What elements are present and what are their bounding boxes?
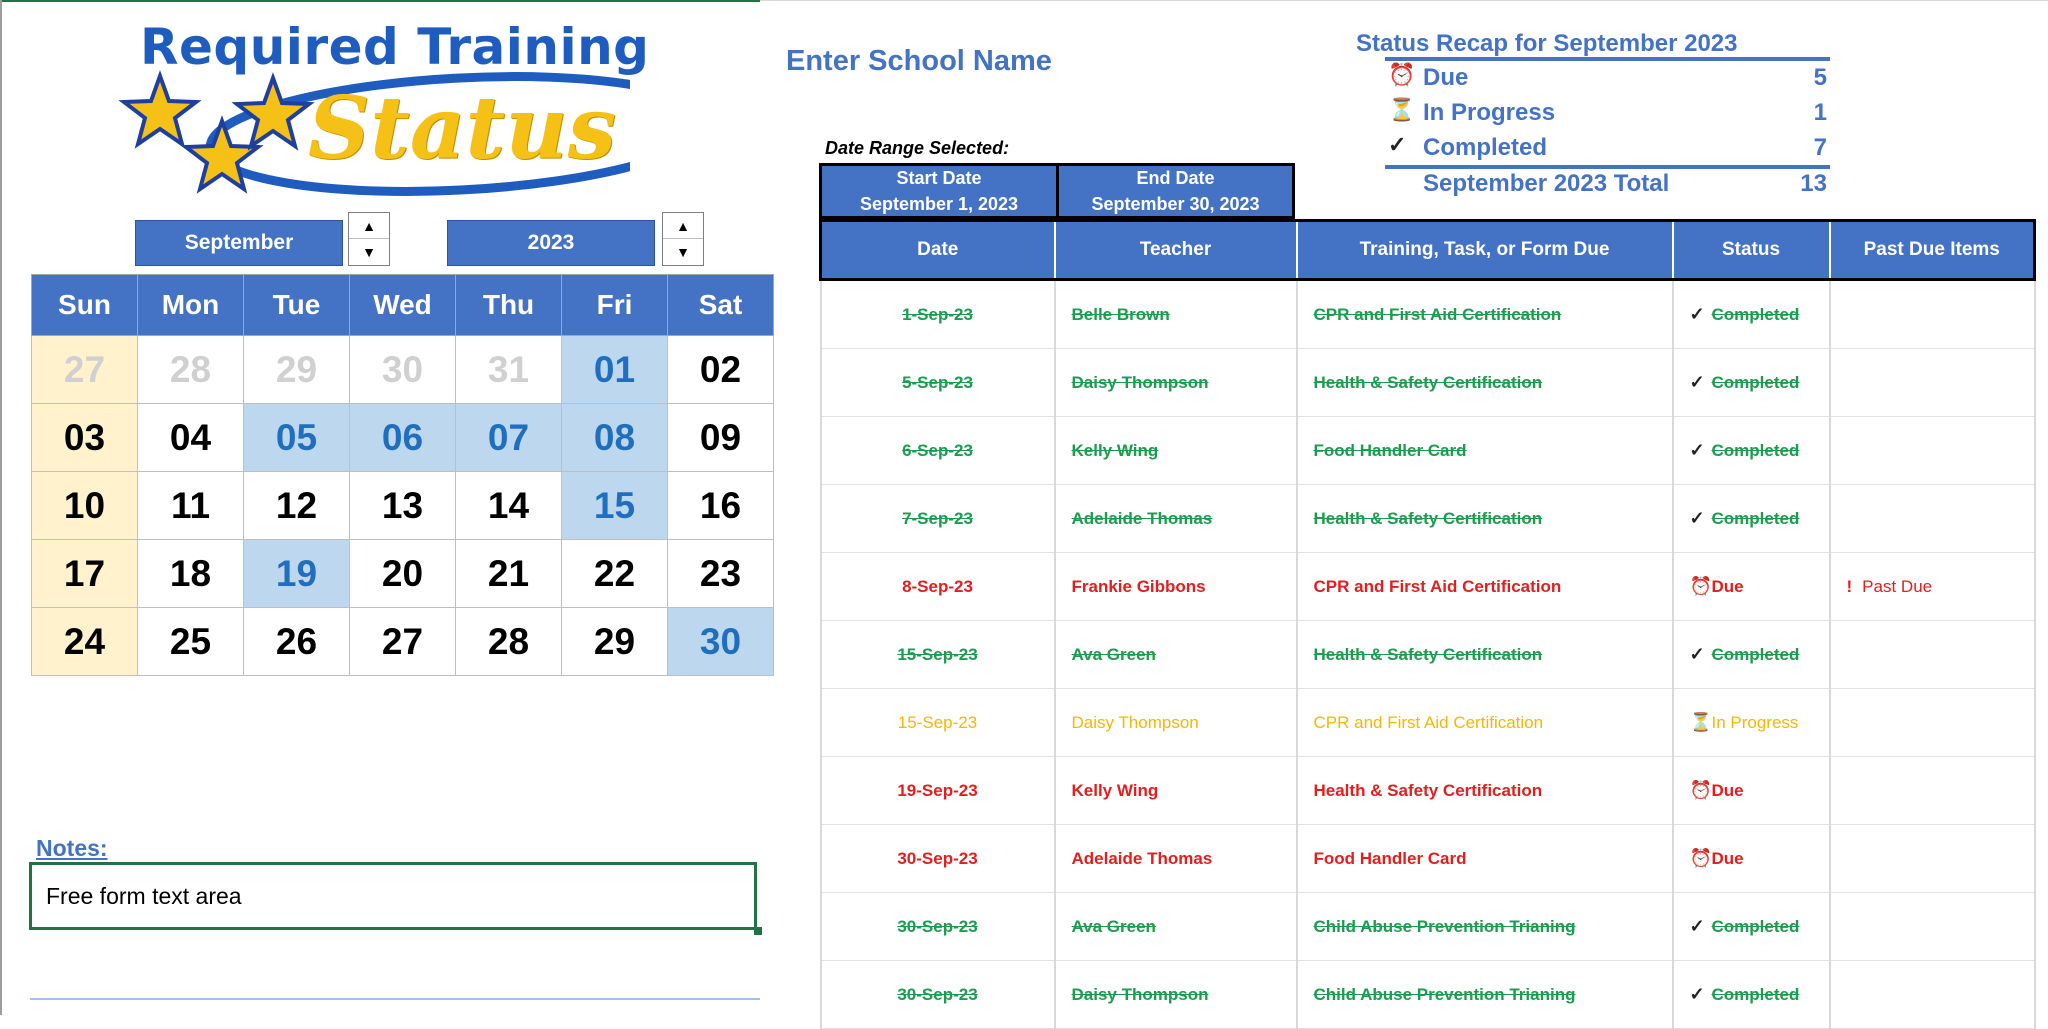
status-text: Completed xyxy=(1711,917,1800,936)
end-date-value: September 30, 2023 xyxy=(1091,194,1260,214)
status-cell[interactable] xyxy=(1673,553,1830,621)
column-header-teacher[interactable]: Teacher xyxy=(1055,221,1297,280)
calendar-week xyxy=(32,608,774,676)
calendar-day[interactable]: 05 xyxy=(244,404,350,472)
chevron-up-icon[interactable]: ▲ xyxy=(663,213,703,239)
start-date-value: September 1, 2023 xyxy=(859,194,1019,214)
calendar-day[interactable]: 22 xyxy=(562,540,668,608)
date-cell[interactable]: 30-Sep-23 xyxy=(821,893,1055,961)
task-cell[interactable]: Child Abuse Prevention Trianing xyxy=(1297,893,1673,961)
checkmark-icon: ✓ xyxy=(1689,984,1705,1004)
status-text: Completed xyxy=(1711,985,1800,1004)
past-due-cell[interactable] xyxy=(1830,961,2035,1029)
recap-row-total xyxy=(1385,168,1827,202)
checkmark-icon: ✓ xyxy=(1689,304,1705,324)
date-range-label: Date Range Selected: xyxy=(825,138,1010,158)
date-cell[interactable]: 30-Sep-23 xyxy=(821,961,1055,1029)
weekday-header: Fri xyxy=(562,275,668,336)
teacher-cell[interactable]: Kelly Wing xyxy=(1055,757,1297,825)
teacher-cell[interactable]: Adelaide Thomas xyxy=(1055,825,1297,893)
date-cell[interactable]: 1-Sep-23 xyxy=(821,280,1055,349)
calendar-day[interactable]: 18 xyxy=(138,540,244,608)
past-due-cell[interactable] xyxy=(1830,621,2035,689)
calendar-header-row xyxy=(32,275,774,336)
chevron-down-icon[interactable]: ▼ xyxy=(362,243,376,260)
task-cell[interactable]: Health & Safety Certification xyxy=(1297,757,1673,825)
calendar-day[interactable]: 12 xyxy=(244,472,350,540)
calendar-day[interactable]: 27 xyxy=(350,608,456,676)
date-range-box xyxy=(819,163,1295,219)
calendar-day[interactable]: 10 xyxy=(32,472,138,540)
weekday-header: Thu xyxy=(456,275,562,336)
task-cell[interactable]: Child Abuse Prevention Trianing xyxy=(1297,961,1673,1029)
checkmark-icon: ✓ xyxy=(1388,132,1407,157)
sheet-left-edge xyxy=(0,0,2,1015)
calendar-day[interactable]: 07 xyxy=(456,404,562,472)
table-row xyxy=(821,961,2035,1029)
status-cell[interactable] xyxy=(1673,621,1830,689)
calendar-day[interactable]: 01 xyxy=(562,336,668,404)
checkmark-icon: ✓ xyxy=(1689,644,1705,664)
calendar-day[interactable]: 28 xyxy=(138,336,244,404)
recap-label: Completed xyxy=(1423,134,1548,161)
calendar-day[interactable]: 25 xyxy=(138,608,244,676)
calendar-day[interactable]: 08 xyxy=(562,404,668,472)
table-row xyxy=(821,417,2035,485)
chevron-down-icon[interactable]: ▼ xyxy=(676,243,690,260)
calendar-day[interactable]: 23 xyxy=(668,540,774,608)
status-cell[interactable] xyxy=(1673,689,1830,757)
end-date-label: End Date xyxy=(1136,168,1215,188)
date-cell[interactable]: 15-Sep-23 xyxy=(821,621,1055,689)
date-cell[interactable]: 19-Sep-23 xyxy=(821,757,1055,825)
status-text: Due xyxy=(1711,849,1744,868)
weekday-header: Tue xyxy=(244,275,350,336)
past-due-cell[interactable] xyxy=(1830,757,2035,825)
calendar-day[interactable]: 19 xyxy=(244,540,350,608)
school-name[interactable]: Enter School Name xyxy=(786,45,1052,77)
calendar-day[interactable]: 09 xyxy=(668,404,774,472)
hourglass-icon: ⏳ xyxy=(1388,97,1416,122)
end-date-cell xyxy=(1059,166,1292,216)
month-selector[interactable]: September xyxy=(135,220,343,266)
notes-bottom-rule xyxy=(30,998,760,1000)
calendar-day[interactable]: 17 xyxy=(32,540,138,608)
weekday-header: Sun xyxy=(32,275,138,336)
exclamation-icon: ! xyxy=(1846,576,1853,596)
calendar-day[interactable]: 24 xyxy=(32,608,138,676)
status-cell[interactable] xyxy=(1673,757,1830,825)
calendar-day[interactable]: 29 xyxy=(562,608,668,676)
alarm-clock-icon: ⏰ xyxy=(1689,780,1712,800)
past-due-cell[interactable] xyxy=(1830,825,2035,893)
calendar-day[interactable]: 26 xyxy=(244,608,350,676)
past-due-cell[interactable] xyxy=(1830,417,2035,485)
month-spinner[interactable] xyxy=(348,212,390,266)
calendar-day[interactable]: 16 xyxy=(668,472,774,540)
calendar-week xyxy=(32,336,774,404)
calendar-day[interactable]: 21 xyxy=(456,540,562,608)
status-cell[interactable] xyxy=(1673,417,1830,485)
column-header-past-due[interactable]: Past Due Items xyxy=(1830,221,2035,280)
notes-field[interactable] xyxy=(29,862,757,930)
recap-label: Due xyxy=(1423,64,1469,91)
recap-value: 7 xyxy=(1813,134,1827,161)
task-cell[interactable]: Health & Safety Certification xyxy=(1297,485,1673,553)
task-cell[interactable]: Food Handler Card xyxy=(1297,417,1673,485)
weekday-header: Mon xyxy=(138,275,244,336)
task-cell[interactable]: CPR and First Aid Certification xyxy=(1297,280,1673,349)
start-date-cell xyxy=(822,166,1059,216)
notes-text: Free form text area xyxy=(46,882,242,909)
calendar xyxy=(31,274,774,676)
calendar-day[interactable]: 29 xyxy=(244,336,350,404)
star-icon xyxy=(124,76,309,189)
recap-row-due xyxy=(1385,62,1827,96)
status-cell[interactable] xyxy=(1673,825,1830,893)
date-cell[interactable]: 5-Sep-23 xyxy=(821,349,1055,417)
teacher-cell[interactable]: Daisy Thompson xyxy=(1055,349,1297,417)
recap-title: Status Recap for September 2023 xyxy=(1356,30,1738,57)
table-row xyxy=(821,553,2035,621)
calendar-day[interactable]: 04 xyxy=(138,404,244,472)
status-cell[interactable] xyxy=(1673,485,1830,553)
calendar-day[interactable]: 02 xyxy=(668,336,774,404)
teacher-cell[interactable]: Belle Brown xyxy=(1055,280,1297,349)
past-due-cell[interactable] xyxy=(1830,280,2035,349)
teacher-cell[interactable]: Daisy Thompson xyxy=(1055,689,1297,757)
alarm-clock-icon: ⏰ xyxy=(1689,848,1712,868)
table-row xyxy=(821,349,2035,417)
status-text: In Progress xyxy=(1711,713,1799,732)
task-cell[interactable]: CPR and First Aid Certification xyxy=(1297,553,1673,621)
status-cell[interactable] xyxy=(1673,349,1830,417)
notes-label: Notes: xyxy=(36,835,108,861)
column-header-status[interactable]: Status xyxy=(1673,221,1830,280)
calendar-day[interactable]: 20 xyxy=(350,540,456,608)
weekday-header: Sat xyxy=(668,275,774,336)
status-cell[interactable] xyxy=(1673,961,1830,1029)
table-row xyxy=(821,621,2035,689)
recap-row-completed xyxy=(1385,132,1827,166)
calendar-day[interactable]: 14 xyxy=(456,472,562,540)
status-text: Due xyxy=(1711,781,1744,800)
recap-label: In Progress xyxy=(1423,99,1556,126)
task-cell[interactable]: Food Handler Card xyxy=(1297,825,1673,893)
alarm-clock-icon: ⏰ xyxy=(1388,62,1416,87)
logo-script: Status xyxy=(308,78,617,179)
teacher-cell[interactable]: Adelaide Thomas xyxy=(1055,485,1297,553)
past-due-text: Past Due xyxy=(1862,576,1933,596)
status-text: Due xyxy=(1711,577,1744,596)
start-date-label: Start Date xyxy=(896,168,982,188)
table-row xyxy=(821,485,2035,553)
past-due-cell[interactable] xyxy=(1830,893,2035,961)
teacher-cell[interactable]: Ava Green xyxy=(1055,621,1297,689)
task-cell[interactable]: Health & Safety Certification xyxy=(1297,349,1673,417)
status-text: Completed xyxy=(1711,305,1800,324)
sheet-top-border xyxy=(0,0,760,2)
date-cell[interactable]: 15-Sep-23 xyxy=(821,689,1055,757)
hourglass-icon: ⏳ xyxy=(1689,712,1712,732)
calendar-day[interactable]: 03 xyxy=(32,404,138,472)
status-text: Completed xyxy=(1711,373,1800,392)
checkmark-icon: ✓ xyxy=(1689,916,1705,936)
weekday-header: Wed xyxy=(350,275,456,336)
status-cell[interactable] xyxy=(1673,280,1830,349)
chevron-up-icon[interactable]: ▲ xyxy=(349,213,389,239)
recap-value: 1 xyxy=(1813,99,1827,126)
table-row xyxy=(821,757,2035,825)
table-header-row xyxy=(821,221,2035,280)
status-cell[interactable] xyxy=(1673,893,1830,961)
date-cell[interactable]: 7-Sep-23 xyxy=(821,485,1055,553)
teacher-cell[interactable]: Frankie Gibbons xyxy=(1055,553,1297,621)
task-cell[interactable]: Health & Safety Certification xyxy=(1297,621,1673,689)
checkmark-icon: ✓ xyxy=(1689,372,1705,392)
calendar-day[interactable]: 15 xyxy=(562,472,668,540)
year-spinner[interactable] xyxy=(662,212,704,266)
table-row xyxy=(821,893,2035,961)
recap-total-value: 13 xyxy=(1800,170,1827,197)
checkmark-icon: ✓ xyxy=(1689,440,1705,460)
past-due-cell[interactable] xyxy=(1830,553,2035,621)
training-table xyxy=(819,219,2036,1029)
year-selector[interactable]: 2023 xyxy=(447,220,655,266)
checkmark-icon: ✓ xyxy=(1689,508,1705,528)
date-cell[interactable]: 6-Sep-23 xyxy=(821,417,1055,485)
past-due-cell[interactable] xyxy=(1830,349,2035,417)
calendar-week xyxy=(32,472,774,540)
column-header-date[interactable]: Date xyxy=(821,221,1055,280)
alarm-clock-icon: ⏰ xyxy=(1689,576,1712,596)
recap-total-label: September 2023 Total xyxy=(1423,170,1670,197)
calendar-day[interactable]: 06 xyxy=(350,404,456,472)
table-row xyxy=(821,689,2035,757)
status-text: Completed xyxy=(1711,645,1800,664)
date-cell[interactable]: 30-Sep-23 xyxy=(821,825,1055,893)
teacher-cell[interactable]: Daisy Thompson xyxy=(1055,961,1297,1029)
logo-title: Required Training xyxy=(140,18,650,76)
status-text: Completed xyxy=(1711,509,1800,528)
calendar-day[interactable]: 30 xyxy=(668,608,774,676)
calendar-day[interactable]: 30 xyxy=(350,336,456,404)
past-due-cell[interactable] xyxy=(1830,689,2035,757)
calendar-day[interactable]: 31 xyxy=(456,336,562,404)
recap-divider xyxy=(1385,57,1830,61)
table-row xyxy=(821,825,2035,893)
calendar-week xyxy=(32,404,774,472)
teacher-cell[interactable]: Kelly Wing xyxy=(1055,417,1297,485)
calendar-day[interactable]: 11 xyxy=(138,472,244,540)
table-row xyxy=(821,280,2035,349)
date-cell[interactable]: 8-Sep-23 xyxy=(821,553,1055,621)
teacher-cell[interactable]: Ava Green xyxy=(1055,893,1297,961)
calendar-day[interactable]: 28 xyxy=(456,608,562,676)
recap-value: 5 xyxy=(1813,64,1827,91)
task-cell[interactable]: CPR and First Aid Certification xyxy=(1297,689,1673,757)
fill-handle[interactable] xyxy=(754,927,762,935)
calendar-day[interactable]: 27 xyxy=(32,336,138,404)
calendar-day[interactable]: 13 xyxy=(350,472,456,540)
recap-row-in-progress xyxy=(1385,97,1827,131)
sheet-divider xyxy=(760,0,2048,1)
calendar-week xyxy=(32,540,774,608)
column-header-task[interactable]: Training, Task, or Form Due xyxy=(1297,221,1673,280)
status-text: Completed xyxy=(1711,441,1800,460)
past-due-cell[interactable] xyxy=(1830,485,2035,553)
